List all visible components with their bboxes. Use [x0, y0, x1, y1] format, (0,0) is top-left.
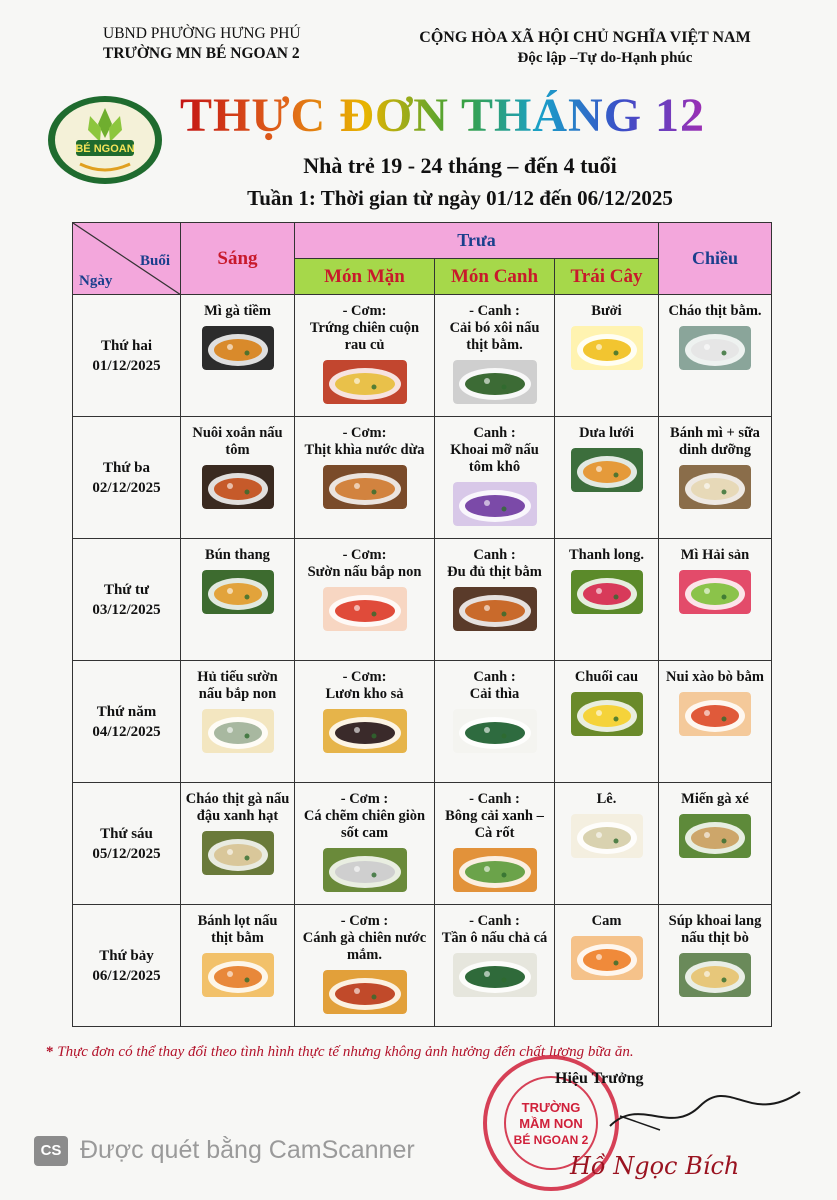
afternoon-cell	[659, 417, 772, 539]
breakfast-cell	[181, 417, 295, 539]
school-header	[103, 24, 363, 64]
signature-title: Hiệu Trưởng	[555, 1070, 644, 1087]
country-name: CỘNG HÒA XÃ HỘI CHỦ NGHĨA VIỆT NAM	[419, 29, 751, 46]
dish-text: - Cơm: Thịt khìa nước dừa	[304, 425, 425, 458]
breakfast-cell	[181, 295, 295, 417]
breakfast-cell	[181, 539, 295, 661]
stamp-line2: MẦM NON	[519, 1116, 583, 1131]
dish-text: - Canh : Bông cải xanh – Cà rốt	[445, 791, 544, 841]
school-name: TRƯỜNG MN BÉ NGOAN 2	[103, 45, 300, 62]
corner-session-label: Buổi	[139, 253, 170, 269]
age-group-subtitle: Nhà trẻ 19 - 24 tháng – đến 4 tuổi	[303, 153, 617, 178]
fruit-cell	[555, 295, 659, 417]
table-row	[73, 417, 772, 539]
dish-photo-icon	[679, 570, 751, 614]
dish-photo-icon	[202, 570, 274, 614]
dish-text: Cam	[591, 913, 622, 929]
day-date: 01/12/2025	[92, 357, 161, 374]
dish-photo-icon	[679, 692, 751, 736]
dish-text: Súp khoai lang nấu thịt bò	[668, 913, 762, 946]
signature-scribble-icon	[600, 1086, 810, 1146]
dish-photo-icon	[571, 326, 643, 370]
dish-text: Bánh lọt nấu thịt bằm	[197, 913, 278, 946]
dish-photo-icon	[453, 587, 537, 631]
dish-text: - Canh : Tần ô nấu chả cá	[441, 913, 548, 946]
dish-photo-icon	[453, 848, 537, 892]
dish-photo-icon	[323, 360, 407, 404]
dish-photo-icon	[571, 814, 643, 858]
dish-text: Hủ tiếu sườn nấu bắp non	[197, 669, 278, 702]
dish-photo-icon	[453, 953, 537, 997]
dish-text: Miến gà xé	[681, 791, 749, 807]
dish-photo-icon	[323, 465, 407, 509]
dish-text: Mì Hải sản	[680, 547, 750, 563]
main-dish-cell	[295, 905, 435, 1027]
day-cell	[73, 661, 181, 783]
dish-text: Mì gà tiềm	[204, 303, 271, 319]
dish-photo-icon	[453, 709, 537, 753]
col-header-sang: Sáng	[181, 223, 295, 295]
school-logo-icon	[46, 94, 164, 186]
col-header-trua: Trưa	[295, 223, 659, 259]
dish-text: Chuối cau	[574, 669, 639, 685]
table-row	[73, 539, 772, 661]
soup-cell	[435, 661, 555, 783]
soup-cell	[435, 783, 555, 905]
dish-text: Canh : Cải thìa	[469, 669, 520, 702]
fruit-cell	[555, 661, 659, 783]
dish-text: Canh : Đu đủ thịt bằm	[447, 547, 542, 580]
dish-photo-icon	[202, 953, 274, 997]
national-header	[400, 28, 770, 68]
day-date: 04/12/2025	[92, 723, 161, 740]
day-name: Thứ sáu	[100, 825, 153, 842]
dish-photo-icon	[571, 448, 643, 492]
dish-text: - Cơm : Cánh gà chiên nước mắm.	[302, 913, 427, 963]
soup-cell	[435, 295, 555, 417]
dish-text: Bún thang	[205, 547, 270, 563]
day-date: 02/12/2025	[92, 479, 161, 496]
day-date: 05/12/2025	[92, 845, 161, 862]
breakfast-cell	[181, 661, 295, 783]
dish-photo-icon	[202, 326, 274, 370]
soup-cell	[435, 417, 555, 539]
day-date: 06/12/2025	[92, 967, 161, 984]
signer-name: Hồ Ngọc Bích	[570, 1152, 740, 1180]
dish-photo-icon	[202, 709, 274, 753]
afternoon-cell	[659, 783, 772, 905]
dish-text: Bánh mì + sữa dinh dưỡng	[670, 425, 760, 458]
dish-photo-icon	[202, 831, 274, 875]
col-header-chieu: Chiều	[659, 223, 772, 295]
page-title: THỰC ĐƠN THÁNG 12	[180, 86, 760, 146]
day-cell	[73, 539, 181, 661]
dish-photo-icon	[323, 970, 407, 1014]
week-subtitle: Tuần 1: Thời gian từ ngày 01/12 đến 06/12/2025	[247, 186, 673, 210]
menu-table	[72, 222, 772, 1027]
main-dish-cell	[295, 783, 435, 905]
main-dish-cell	[295, 661, 435, 783]
breakfast-cell	[181, 783, 295, 905]
main-dish-cell	[295, 295, 435, 417]
logo-text: BÉ NGOAN	[75, 143, 135, 155]
dish-text: Nui xào bò bằm	[666, 669, 764, 685]
table-row	[73, 661, 772, 783]
dish-text: - Cơm : Cá chẽm chiên giòn sốt cam	[303, 791, 426, 841]
note-text: Thực đơn có thể thay đổi theo tình hình thực tế nhưng không ảnh hưởng đến chất lượng bữa ăn.	[57, 1044, 634, 1060]
dish-photo-icon	[679, 465, 751, 509]
dish-photo-icon	[679, 326, 751, 370]
dish-photo-icon	[453, 360, 537, 404]
main-dish-cell	[295, 417, 435, 539]
afternoon-cell	[659, 539, 772, 661]
day-name: Thứ tư	[103, 581, 150, 598]
corner-day-label: Ngày	[79, 273, 113, 289]
dish-photo-icon	[323, 709, 407, 753]
fruit-cell	[555, 417, 659, 539]
dish-text: Cháo thịt gà nấu đậu xanh hạt	[185, 791, 290, 824]
table-row	[73, 905, 772, 1027]
soup-cell	[435, 905, 555, 1027]
dish-photo-icon	[202, 465, 274, 509]
dish-photo-icon	[323, 587, 407, 631]
col-header-mon-man: Món Mặn	[295, 259, 435, 295]
dish-photo-icon	[571, 692, 643, 736]
fruit-cell	[555, 539, 659, 661]
dish-text: Canh : Khoai mỡ nấu tôm khô	[450, 425, 539, 475]
dish-photo-icon	[323, 848, 407, 892]
day-name: Thứ ba	[103, 459, 150, 476]
day-name: Thứ hai	[100, 337, 153, 354]
day-name: Thứ bảy	[99, 947, 154, 964]
dish-text: - Cơm: Trứng chiên cuộn rau củ	[309, 303, 420, 353]
district-name: UBND PHƯỜNG HƯNG PHÚ	[103, 25, 301, 42]
afternoon-cell	[659, 661, 772, 783]
dish-photo-icon	[679, 953, 751, 997]
main-dish-cell	[295, 539, 435, 661]
fruit-cell	[555, 783, 659, 905]
breakfast-cell	[181, 905, 295, 1027]
menu-note	[46, 1044, 806, 1061]
col-header-trai-cay: Trái Cây	[555, 259, 659, 295]
dish-photo-icon	[679, 814, 751, 858]
scanner-text: Được quét bằng CamScanner	[80, 1136, 415, 1164]
dish-text: - Canh : Cải bó xôi nấu thịt bằm.	[449, 303, 540, 353]
day-cell	[73, 295, 181, 417]
corner-header	[73, 223, 181, 295]
dish-text: Thanh long.	[569, 547, 644, 563]
table-row	[73, 295, 772, 417]
day-cell	[73, 905, 181, 1027]
day-date: 03/12/2025	[92, 601, 161, 618]
dish-text: Nuôi xoắn nấu tôm	[192, 425, 283, 458]
col-header-mon-canh: Món Canh	[435, 259, 555, 295]
note-star: *	[46, 1044, 58, 1060]
afternoon-cell	[659, 905, 772, 1027]
day-cell	[73, 417, 181, 539]
dish-text: Lê.	[596, 791, 617, 807]
afternoon-cell	[659, 295, 772, 417]
soup-cell	[435, 539, 555, 661]
dish-photo-icon	[571, 570, 643, 614]
day-name: Thứ năm	[96, 703, 157, 720]
dish-text: Bưởi	[591, 303, 622, 319]
dish-text: - Cơm: Lươn kho sả	[325, 669, 404, 702]
scanner-watermark	[34, 1136, 415, 1166]
dish-text: - Cơm: Sườn nấu bắp non	[307, 547, 422, 580]
dish-photo-icon	[571, 936, 643, 980]
stamp-line3: BÉ NGOAN 2	[513, 1133, 589, 1147]
dish-photo-icon	[453, 482, 537, 526]
dish-text: Dưa lưới	[579, 425, 634, 441]
camscanner-icon: CS	[34, 1136, 68, 1166]
day-cell	[73, 783, 181, 905]
motto: Độc lập –Tự do-Hạnh phúc	[517, 50, 693, 66]
dish-text: Cháo thịt bằm.	[668, 303, 762, 319]
fruit-cell	[555, 905, 659, 1027]
table-row	[73, 783, 772, 905]
stamp-line1: TRƯỜNG	[521, 1100, 581, 1115]
